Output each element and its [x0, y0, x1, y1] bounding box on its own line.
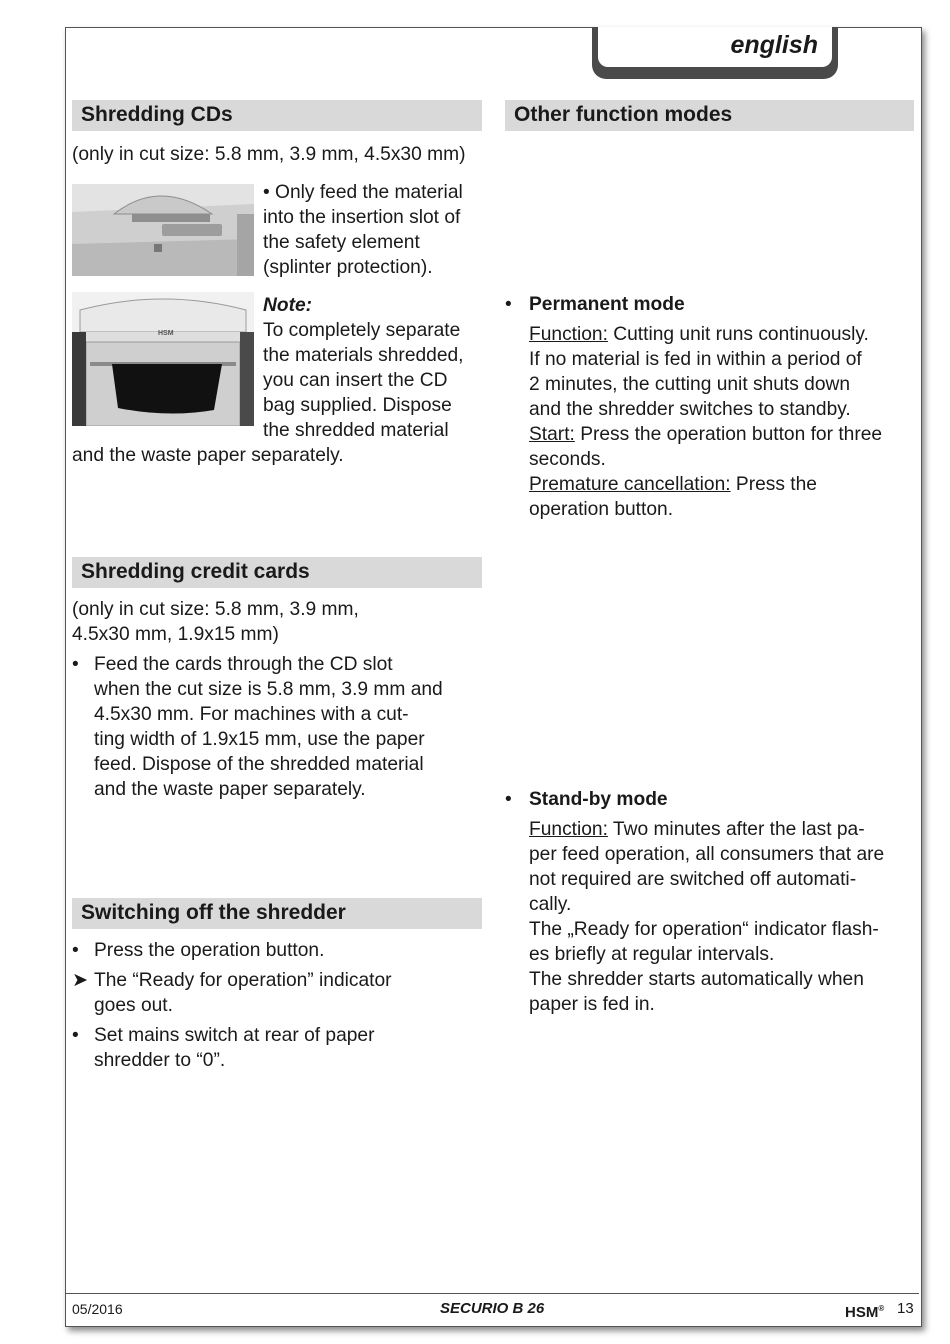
bullet-marker: • [72, 1025, 79, 1046]
switch-off-result [72, 968, 492, 1018]
permanent-mode-block [505, 292, 939, 522]
switch-off-step-line: Set mains switch at rear of paper [94, 1025, 375, 1046]
cds-feed-bullet: • Only feed the material [263, 182, 463, 203]
bullet-marker: • [505, 789, 512, 810]
standby-line: The shredder starts automatically when [529, 969, 864, 990]
cards-bullet-line: Feed the cards through the CD slot [94, 654, 393, 675]
permanent-function-line [529, 322, 939, 347]
cards-bullet-line: and the waste paper separately. [94, 779, 366, 800]
section-heading-credit-cards: Shredding credit cards [72, 557, 482, 588]
note-line: bag supplied. Dispose [263, 395, 452, 416]
note-line: the materials shredded, [263, 345, 464, 366]
permanent-function-line: If no material is fed in within a period of [529, 349, 862, 370]
standby-line: paper is fed in. [529, 994, 655, 1015]
standby-line: cally. [529, 894, 572, 915]
switch-off-step-line: The “Ready for operation” indicator [94, 970, 392, 991]
section-heading-shredding-cds: Shredding CDs [72, 100, 482, 131]
cards-cut-sizes-line: 4.5x30 mm, 1.9x15 mm) [72, 624, 279, 645]
standby-line: es briefly at regular intervals. [529, 944, 775, 965]
cds-feed-line: (splinter protection). [263, 257, 433, 278]
arrow-marker-icon: ➤ [72, 970, 89, 991]
cds-feed-line: into the insertion slot of [263, 207, 461, 228]
cd-slot-illustration [72, 184, 254, 276]
cards-bullet-line: 4.5x30 mm. For machines with a cut- [94, 704, 409, 725]
footer-brand-logo [845, 1300, 884, 1322]
note-label: Note: [263, 295, 313, 316]
permanent-cancel-line: operation button. [529, 499, 674, 520]
start-text: Press the operation button for three [574, 424, 883, 445]
switch-off-list [72, 938, 492, 1073]
cancel-text: Press the [730, 474, 817, 495]
permanent-mode-heading: Permanent mode [529, 294, 685, 315]
bullet-marker: • [72, 654, 79, 675]
standby-line: per feed operation, all consumers that are [529, 844, 885, 865]
note-line: To completely separate [263, 320, 461, 341]
switch-off-step-line: shredder to “0”. [94, 1050, 226, 1071]
cd-bag-photo [72, 292, 254, 426]
language-label: english [598, 27, 832, 67]
bullet-marker: • [72, 940, 79, 961]
cards-bullet-line: when the cut size is 5.8 mm, 3.9 mm and [94, 679, 443, 700]
cds-feed-line: the safety element [263, 232, 420, 253]
section-heading-other-modes: Other function modes [505, 100, 914, 131]
cancel-label: Premature cancellation: [529, 474, 731, 495]
brand-name: HSM [845, 1304, 879, 1321]
standby-line: not required are switched off automati- [529, 869, 857, 890]
cd-bag-illustration [72, 292, 254, 426]
switch-off-step [72, 938, 492, 963]
standby-line: The „Ready for operation“ indicator flash- [529, 919, 879, 940]
permanent-function-line: and the shredder switches to standby. [529, 399, 851, 420]
standby-mode-block [505, 787, 939, 1017]
page-number: 13 [897, 1300, 914, 1317]
cards-cut-sizes [72, 597, 492, 647]
footer-model: SECURIO B 26 [440, 1300, 545, 1317]
function-label: Function: [529, 819, 608, 840]
note-last-line: and the waste paper separately. [72, 445, 344, 466]
switch-off-step-line: goes out. [94, 995, 173, 1016]
note-line: you can insert the CD [263, 370, 448, 391]
permanent-start-line [529, 422, 939, 447]
cds-cut-sizes: (only in cut size: 5.8 mm, 3.9 mm, 4.5x30 mm) [72, 144, 466, 165]
footer-divider [66, 1293, 919, 1294]
note-line: the shredded material [263, 420, 449, 441]
function-text: Two minutes after the last pa- [607, 819, 865, 840]
switch-off-step [72, 1023, 492, 1073]
switch-off-step-line: Press the operation button. [94, 940, 325, 961]
cards-bullet-line: ting width of 1.9x15 mm, use the paper [94, 729, 425, 750]
section-heading-switching-off: Switching off the shredder [72, 898, 482, 929]
footer-date: 05/2016 [72, 1301, 123, 1317]
cards-bullet-line: feed. Dispose of the shredded material [94, 754, 424, 775]
standby-function-line [529, 817, 939, 842]
language-tab [592, 27, 838, 79]
cards-bullet-item [72, 652, 492, 802]
cd-slot-photo [72, 184, 254, 276]
permanent-start-line: seconds. [529, 449, 606, 470]
standby-mode-heading: Stand-by mode [529, 789, 668, 810]
start-label: Start: [529, 424, 575, 445]
permanent-cancel-line [529, 472, 939, 497]
function-label: Function: [529, 324, 608, 345]
cds-feed-instruction [263, 180, 488, 280]
cd-bag-brand-label: HSM [158, 330, 174, 337]
bullet-marker: • [505, 294, 512, 315]
function-text: Cutting unit runs continuously. [607, 324, 869, 345]
cards-cut-sizes-line: (only in cut size: 5.8 mm, 3.9 mm, [72, 599, 359, 620]
permanent-function-line: 2 minutes, the cutting unit shuts down [529, 374, 851, 395]
registered-mark: ® [878, 1304, 885, 1313]
cds-note [263, 293, 488, 443]
